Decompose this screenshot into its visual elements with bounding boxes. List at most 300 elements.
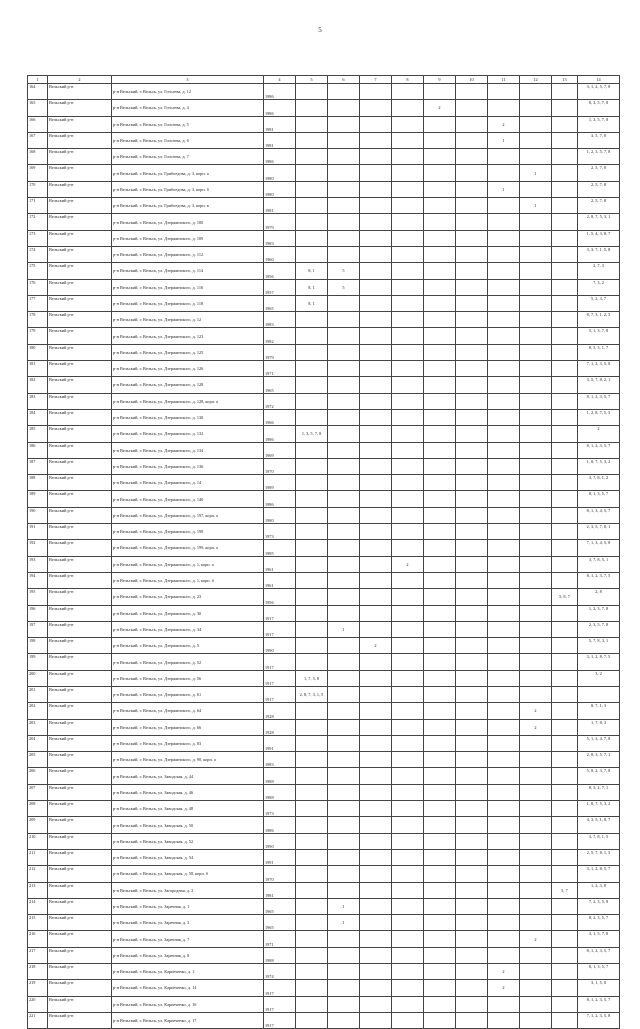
- table-row: [28, 312, 620, 328]
- value-cell: 2: [488, 116, 520, 132]
- value-cell: [296, 719, 328, 735]
- row-number-cell: 180: [28, 344, 48, 360]
- value-cell: [456, 458, 488, 474]
- table-header-row: [28, 76, 620, 84]
- value-cell: [552, 768, 578, 784]
- value-cell: 5: [328, 263, 360, 279]
- year-cell: 1971: [264, 931, 296, 947]
- address-cell: р-н Вельский, г. Вельск, ул. Дзержинского, д. 1, корп. а: [112, 556, 264, 572]
- codes-cell: 5, 2, 3, 7: [578, 295, 620, 311]
- value-cell: [328, 458, 360, 474]
- table-row: [28, 409, 620, 425]
- value-cell: [488, 393, 520, 409]
- value-cell: [392, 198, 424, 214]
- value-cell: [296, 768, 328, 784]
- value-cell: [424, 735, 456, 751]
- table-row: [28, 458, 620, 474]
- value-cell: [360, 507, 392, 523]
- value-cell: [360, 312, 392, 328]
- table-row: [28, 735, 620, 751]
- district-cell: Вельский р-н: [48, 165, 112, 181]
- value-cell: [520, 638, 552, 654]
- codes-cell: 2, 3, 5, 7, 8: [578, 621, 620, 637]
- district-cell: Вельский р-н: [48, 752, 112, 768]
- value-cell: [296, 84, 328, 100]
- district-cell: Вельский р-н: [48, 719, 112, 735]
- value-cell: [456, 426, 488, 442]
- value-cell: [488, 833, 520, 849]
- address-cell: р-н Вельский, г. Вельск, ул. Дзержинского, д. 83: [112, 735, 264, 751]
- value-cell: [520, 116, 552, 132]
- value-cell: [424, 605, 456, 621]
- value-cell: [392, 165, 424, 181]
- value-cell: 2: [520, 719, 552, 735]
- value-cell: [424, 442, 456, 458]
- value-cell: [456, 295, 488, 311]
- codes-cell: 1, 2, 3, 5, 7, 8: [578, 149, 620, 165]
- value-cell: [456, 964, 488, 980]
- value-cell: [456, 572, 488, 588]
- address-cell: р-н Вельский, г. Вельск, ул. Дзержинского, д. 128, корп. а: [112, 393, 264, 409]
- row-number-cell: 164: [28, 84, 48, 100]
- value-cell: [552, 393, 578, 409]
- value-cell: [456, 882, 488, 898]
- value-cell: [488, 898, 520, 914]
- value-cell: [424, 768, 456, 784]
- value-cell: [360, 100, 392, 116]
- year-cell: 1973: [264, 524, 296, 540]
- year-cell: 1985: [264, 540, 296, 556]
- value-cell: [392, 312, 424, 328]
- value-cell: [456, 198, 488, 214]
- value-cell: [296, 312, 328, 328]
- value-cell: [488, 1012, 520, 1028]
- value-cell: [296, 572, 328, 588]
- value-cell: [360, 768, 392, 784]
- district-cell: Вельский р-н: [48, 361, 112, 377]
- row-number-cell: 189: [28, 491, 48, 507]
- year-cell: 1986: [264, 149, 296, 165]
- codes-cell: 3, 1, 2, 5, 7, 8: [578, 84, 620, 100]
- address-cell: р-н Вельский, г. Вельск, ул. Дзержинского, д. 123: [112, 328, 264, 344]
- address-cell: р-н Вельский, г. Вельск, ул. Дзержинского, д. 125: [112, 344, 264, 360]
- value-cell: [488, 621, 520, 637]
- value-cell: [520, 833, 552, 849]
- value-cell: [520, 589, 552, 605]
- value-cell: 1: [488, 181, 520, 197]
- value-cell: [424, 214, 456, 230]
- table-row: [28, 589, 620, 605]
- value-cell: [392, 361, 424, 377]
- row-number-cell: 202: [28, 703, 48, 719]
- table-row: [28, 295, 620, 311]
- value-cell: [424, 621, 456, 637]
- value-cell: 1: [328, 898, 360, 914]
- value-cell: [360, 654, 392, 670]
- year-cell: 1970: [264, 458, 296, 474]
- district-cell: Вельский р-н: [48, 84, 112, 100]
- value-cell: [360, 947, 392, 963]
- value-cell: [520, 361, 552, 377]
- table-row: [28, 670, 620, 686]
- value-cell: [456, 980, 488, 996]
- value-cell: [552, 246, 578, 262]
- codes-cell: 3, 1, 2, 8, 5, 7: [578, 866, 620, 882]
- value-cell: [424, 409, 456, 425]
- year-cell: 1965: [264, 295, 296, 311]
- year-cell: 1917: [264, 996, 296, 1012]
- year-cell: 1970: [264, 866, 296, 882]
- value-cell: [552, 409, 578, 425]
- district-cell: Вельский р-н: [48, 149, 112, 165]
- value-cell: [552, 230, 578, 246]
- district-cell: Вельский р-н: [48, 605, 112, 621]
- district-cell: Вельский р-н: [48, 507, 112, 523]
- value-cell: [424, 328, 456, 344]
- row-number-cell: 203: [28, 719, 48, 735]
- year-cell: 1917: [264, 670, 296, 686]
- value-cell: [552, 638, 578, 654]
- row-number-cell: 199: [28, 654, 48, 670]
- value-cell: [328, 442, 360, 458]
- value-cell: [456, 491, 488, 507]
- value-cell: [488, 475, 520, 491]
- value-cell: [328, 246, 360, 262]
- row-number-cell: 215: [28, 915, 48, 931]
- value-cell: [360, 426, 392, 442]
- value-cell: [488, 638, 520, 654]
- year-cell: 1956: [264, 263, 296, 279]
- value-cell: [392, 964, 424, 980]
- value-cell: [328, 735, 360, 751]
- address-cell: р-н Вельский, г. Вельск, ул. Дзержинского, д. 14: [112, 475, 264, 491]
- value-cell: [456, 246, 488, 262]
- value-cell: [392, 752, 424, 768]
- row-number-cell: 191: [28, 524, 48, 540]
- value-cell: [328, 931, 360, 947]
- district-cell: Вельский р-н: [48, 1012, 112, 1028]
- value-cell: [296, 393, 328, 409]
- table-row: [28, 686, 620, 702]
- district-cell: Вельский р-н: [48, 214, 112, 230]
- value-cell: [552, 100, 578, 116]
- address-cell: р-н Вельский, г. Вельск, ул. Заводская, д. 58, корп. б: [112, 866, 264, 882]
- table-row: [28, 752, 620, 768]
- codes-cell: 7, 2, 3, 5, 8: [578, 898, 620, 914]
- value-cell: [552, 181, 578, 197]
- row-number-cell: 176: [28, 279, 48, 295]
- row-number-cell: 187: [28, 458, 48, 474]
- row-number-cell: 220: [28, 996, 48, 1012]
- district-cell: Вельский р-н: [48, 295, 112, 311]
- value-cell: [552, 132, 578, 148]
- value-cell: [552, 507, 578, 523]
- value-cell: [424, 915, 456, 931]
- value-cell: 8, 1: [296, 295, 328, 311]
- district-cell: Вельский р-н: [48, 442, 112, 458]
- value-cell: [360, 442, 392, 458]
- value-cell: [328, 752, 360, 768]
- value-cell: [456, 442, 488, 458]
- address-cell: р-н Вельский, г. Вельск, ул. Карпеченко, д. 16: [112, 996, 264, 1012]
- value-cell: [296, 784, 328, 800]
- value-cell: [360, 849, 392, 865]
- value-cell: [520, 279, 552, 295]
- district-cell: Вельский р-н: [48, 898, 112, 914]
- value-cell: [520, 996, 552, 1012]
- row-number-cell: 177: [28, 295, 48, 311]
- value-cell: [520, 849, 552, 865]
- value-cell: [392, 116, 424, 132]
- district-cell: Вельский р-н: [48, 458, 112, 474]
- value-cell: [456, 931, 488, 947]
- year-cell: 1986: [264, 426, 296, 442]
- district-cell: Вельский р-н: [48, 801, 112, 817]
- value-cell: [488, 996, 520, 1012]
- table-row: [28, 442, 620, 458]
- district-cell: Вельский р-н: [48, 328, 112, 344]
- year-cell: 1973: [264, 801, 296, 817]
- value-cell: [456, 605, 488, 621]
- value-cell: [296, 752, 328, 768]
- value-cell: [552, 149, 578, 165]
- codes-cell: 2, 5, 7, 8, 1, 3: [578, 849, 620, 865]
- value-cell: [488, 295, 520, 311]
- address-cell: р-н Вельский, г. Вельск, ул. Дзержинского, д. 5: [112, 638, 264, 654]
- value-cell: [456, 833, 488, 849]
- codes-cell: 3, 2: [578, 670, 620, 686]
- year-cell: 1980: [264, 507, 296, 523]
- value-cell: [328, 670, 360, 686]
- value-cell: [392, 915, 424, 931]
- year-cell: 1956: [264, 589, 296, 605]
- value-cell: [392, 377, 424, 393]
- table-row: [28, 263, 620, 279]
- value-cell: [360, 409, 392, 425]
- value-cell: [520, 475, 552, 491]
- value-cell: [328, 491, 360, 507]
- district-cell: Вельский р-н: [48, 768, 112, 784]
- value-cell: [456, 181, 488, 197]
- value-cell: [456, 670, 488, 686]
- value-cell: [392, 458, 424, 474]
- address-cell: р-н Вельский, г. Вельск, ул. Дзержинского, д. 12: [112, 312, 264, 328]
- value-cell: 1: [328, 621, 360, 637]
- codes-cell: 1, 8, 7, 5, 3, 2: [578, 801, 620, 817]
- value-cell: [456, 947, 488, 963]
- value-cell: [296, 214, 328, 230]
- value-cell: [296, 556, 328, 572]
- value-cell: [520, 768, 552, 784]
- value-cell: [424, 426, 456, 442]
- column-header: 9: [424, 76, 456, 84]
- value-cell: [424, 572, 456, 588]
- table-row: [28, 475, 620, 491]
- value-cell: [328, 964, 360, 980]
- value-cell: [424, 556, 456, 572]
- value-cell: [488, 100, 520, 116]
- value-cell: [456, 915, 488, 931]
- value-cell: [360, 181, 392, 197]
- column-header: 3: [112, 76, 264, 84]
- column-header: 6: [328, 76, 360, 84]
- value-cell: [552, 198, 578, 214]
- year-cell: 1980: [264, 165, 296, 181]
- year-cell: 1917: [264, 621, 296, 637]
- row-number-cell: 168: [28, 149, 48, 165]
- value-cell: [392, 589, 424, 605]
- value-cell: [456, 638, 488, 654]
- value-cell: [552, 947, 578, 963]
- table-row: [28, 181, 620, 197]
- value-cell: [392, 621, 424, 637]
- row-number-cell: 194: [28, 572, 48, 588]
- value-cell: 2, 8, 7, 3, 1, 5: [296, 686, 328, 702]
- value-cell: 1, 3, 5, 7, 8: [296, 426, 328, 442]
- value-cell: [392, 898, 424, 914]
- value-cell: [360, 491, 392, 507]
- value-cell: [328, 116, 360, 132]
- district-cell: Вельский р-н: [48, 670, 112, 686]
- value-cell: [520, 621, 552, 637]
- district-cell: Вельский р-н: [48, 393, 112, 409]
- value-cell: [488, 458, 520, 474]
- value-cell: [520, 393, 552, 409]
- value-cell: [552, 361, 578, 377]
- address-cell: р-н Вельский, г. Вельск, ул. Дзержинского, д. 140: [112, 491, 264, 507]
- address-cell: р-н Вельский, г. Вельск, ул. Дзержинского, д. 118: [112, 295, 264, 311]
- address-cell: р-н Вельский, г. Вельск, ул. Гоголева, д. 12: [112, 84, 264, 100]
- value-cell: [424, 833, 456, 849]
- value-cell: [424, 703, 456, 719]
- address-cell: р-н Вельский, г. Вельск, ул. Дзержинского, д. 116: [112, 279, 264, 295]
- value-cell: [456, 100, 488, 116]
- year-cell: 1917: [264, 605, 296, 621]
- value-cell: [360, 279, 392, 295]
- table-row: [28, 426, 620, 442]
- district-cell: Вельский р-н: [48, 246, 112, 262]
- value-cell: [392, 344, 424, 360]
- codes-cell: 1, 5, 4, 3, 8, 7: [578, 230, 620, 246]
- value-cell: [296, 980, 328, 996]
- value-cell: [424, 882, 456, 898]
- value-cell: [296, 540, 328, 556]
- codes-cell: 8, 1, 2, 3, 5, 7: [578, 947, 620, 963]
- value-cell: [424, 801, 456, 817]
- value-cell: [296, 507, 328, 523]
- row-number-cell: 171: [28, 198, 48, 214]
- codes-cell: 1, 2, 8, 7, 5, 3: [578, 409, 620, 425]
- value-cell: [520, 246, 552, 262]
- value-cell: [424, 540, 456, 556]
- value-cell: [360, 361, 392, 377]
- value-cell: [488, 312, 520, 328]
- district-cell: Вельский р-н: [48, 426, 112, 442]
- address-cell: р-н Вельский, г. Вельск, ул. Грибоедова, д. 3, корп. а: [112, 165, 264, 181]
- year-cell: 1960: [264, 246, 296, 262]
- district-cell: Вельский р-н: [48, 589, 112, 605]
- value-cell: [520, 686, 552, 702]
- year-cell: 1991: [264, 735, 296, 751]
- row-number-cell: 170: [28, 181, 48, 197]
- value-cell: [328, 817, 360, 833]
- address-cell: р-н Вельский, г. Вельск, ул. Дзержинского, д. 112: [112, 246, 264, 262]
- value-cell: [552, 849, 578, 865]
- value-cell: [296, 849, 328, 865]
- column-header: 4: [264, 76, 296, 84]
- year-cell: 1980: [264, 181, 296, 197]
- codes-cell: 8, 1, 3, 5, 7: [578, 964, 620, 980]
- year-cell: 1983: [264, 752, 296, 768]
- value-cell: [296, 198, 328, 214]
- value-cell: [520, 670, 552, 686]
- value-cell: [360, 719, 392, 735]
- value-cell: [488, 915, 520, 931]
- value-cell: [424, 263, 456, 279]
- value-cell: [296, 589, 328, 605]
- value-cell: [328, 589, 360, 605]
- district-cell: Вельский р-н: [48, 638, 112, 654]
- address-cell: р-н Вельский, г. Вельск, ул. Гоголева, д. 4: [112, 100, 264, 116]
- address-cell: р-н Вельский, г. Вельск, ул. Заречная, д. 3: [112, 915, 264, 931]
- value-cell: [488, 328, 520, 344]
- column-header: 13: [552, 76, 578, 84]
- table-row: [28, 524, 620, 540]
- value-cell: [424, 246, 456, 262]
- column-header: 7: [360, 76, 392, 84]
- value-cell: [424, 198, 456, 214]
- district-cell: Вельский р-н: [48, 866, 112, 882]
- value-cell: [424, 996, 456, 1012]
- district-cell: Вельский р-н: [48, 817, 112, 833]
- codes-cell: 3, 7, 8, 5, 1: [578, 556, 620, 572]
- column-header: 14: [578, 76, 620, 84]
- value-cell: [552, 344, 578, 360]
- year-cell: 1991: [264, 849, 296, 865]
- value-cell: [456, 784, 488, 800]
- value-cell: [328, 1012, 360, 1028]
- value-cell: 1, 7, 5, 8: [296, 670, 328, 686]
- address-cell: р-н Вельский, г. Вельск, ул. Дзержинского, д. 136: [112, 458, 264, 474]
- value-cell: [520, 735, 552, 751]
- value-cell: [520, 947, 552, 963]
- value-cell: [520, 426, 552, 442]
- district-cell: Вельский р-н: [48, 377, 112, 393]
- value-cell: [392, 84, 424, 100]
- value-cell: [424, 132, 456, 148]
- value-cell: [328, 866, 360, 882]
- table-row: [28, 882, 620, 898]
- value-cell: [360, 752, 392, 768]
- value-cell: [520, 181, 552, 197]
- value-cell: [360, 84, 392, 100]
- value-cell: [488, 214, 520, 230]
- value-cell: [488, 801, 520, 817]
- codes-cell: 2: [578, 426, 620, 442]
- address-cell: р-н Вельский, г. Вельск, ул. Дзержинского, д. 56: [112, 670, 264, 686]
- value-cell: [424, 312, 456, 328]
- value-cell: 2: [520, 931, 552, 947]
- row-number-cell: 165: [28, 100, 48, 116]
- table-row: [28, 556, 620, 572]
- district-cell: Вельский р-н: [48, 524, 112, 540]
- value-cell: [392, 996, 424, 1012]
- district-cell: Вельский р-н: [48, 344, 112, 360]
- value-cell: [424, 784, 456, 800]
- value-cell: 2: [392, 556, 424, 572]
- value-cell: [488, 670, 520, 686]
- value-cell: [520, 556, 552, 572]
